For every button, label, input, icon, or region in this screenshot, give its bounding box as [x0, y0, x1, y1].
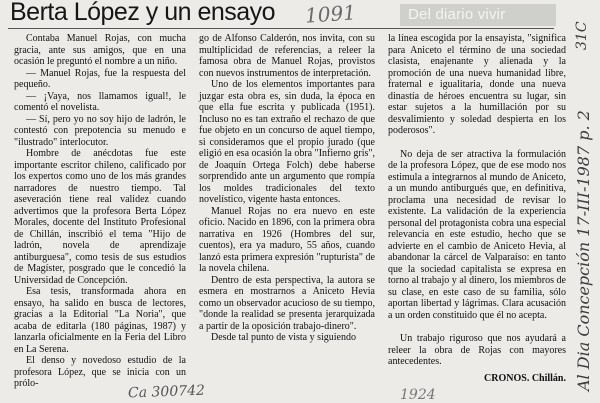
paragraph: Un trabajo riguroso que nos ayudará a releer la obra de Rojas con mayores antecedentes.: [388, 333, 566, 367]
paragraph: Hombre de anécdotas fue este importante escritor chileno, calificado por los expertos como uno de los más grandes narradores de nuestro tiempo. Tal aseveración tiene real validez cuando advertimos que la profesora Berta López Morales, docente del Instituto Profesional de Chillán, inscribió el tema "Hijo de ladrón, novela de aprendizaje antiburguesa", como tesis de sus estudios de Magíster, posgrado que le concedió la Universidad de Concepción.: [14, 148, 186, 286]
paragraph: la línea escogida por la ensayista, "significa para Aniceto el término de una sociedad clasista, enajenante y alienada y la promoción de una nueva humanidad libre, fraternal e igualitaria, donde una nueva dinastía de héroes encuentra su lugar, sin estar sujetos a la humillación por su desvalimiento y soledad despierta en los poderosos".: [388, 33, 566, 136]
handwritten-catalog-code: Ca 300742: [127, 382, 206, 402]
article-column-3: [388, 33, 566, 384]
section-banner: Del diario vivir: [400, 4, 556, 26]
article-column-1: [14, 33, 186, 390]
paragraph: Esa tesis, transformada ahora en ensayo, ha salido en busca de lectores, gracias a la Editorial "La Noria", que acaba de editarla (180 páginas, 1987) y lanzarla oficialmente en la Feria del Libro en La Serena.: [14, 286, 186, 355]
paragraph: Uno de los elementos importantes para juzgar esta obra es, sin duda, la época en que ella fue escrita y publicada (1951). Incluso no es tan extraño el rechazo de que fue objeto en un concurso de aquel tiempo, si consideramos que el propio jurado (que eligió en esa ocasión la obra "Infierno gris", de Joaquín Ortega Folch) debe haberse sorprendido ante un argumento que rompía los moldes tradicionales del texto novelístico, vigente hasta entonces.: [199, 79, 375, 205]
byline: CRONOS. Chillán.: [484, 372, 566, 384]
paragraph: No deja de ser atractiva la formulación de la profesora López, que de ese modo nos estimula a integrarnos al mundo de Aniceto, a un mundo antiburgués que, en definitiva, proclama una necesidad de revisar lo existente. La validación de la experiencia personal del protagonista cobra una especial relevancia en este estudio, hecho que se advierte en el cambio de Aniceto Hevia, al abandonar la cárcel de Valparaíso: en tanto que la sociedad capitalista se expresa en torno al trabajo y al dinero, los miembros de su clase, en este caso de su familia, sólo aportan libertad y lágrimas. Clara acusación a un orden constituido que él no acepta.: [388, 148, 566, 321]
paragraph: Manuel Rojas no era nuevo en este oficio. Nacido en 1896, con la primera obra narrativa en 1926 (Hombres del sur, cuentos), era ya maduro, 55 años, cuando lanzó esta primera expresión "rupturista" de la novela chilena.: [199, 205, 375, 274]
paragraph: El denso y novedoso estudio de la profesora López, que se inicia con un prólo-: [14, 355, 186, 389]
handwritten-code: 31C: [574, 21, 590, 50]
handwritten-year: 1924: [400, 387, 436, 403]
article-headline: Berta López y un ensayo: [10, 0, 276, 26]
paragraph: Dentro de esta perspectiva, la autora se esmera en mostrarnos a Aniceto Hevia como un observador acucioso de su tiempo, "donde la realidad se presenta jerarquizada a partir de la oposición trabajo-dinero".: [199, 274, 375, 332]
article-column-2: [199, 33, 375, 344]
handwritten-number: 1091: [304, 0, 357, 28]
paragraph: Contaba Manuel Rojas, con mucha gracia, ante sus amigos, que en una ocasión le preguntó el nombre a un niño.: [14, 33, 186, 67]
paragraph: go de Alfonso Calderón, nos invita, con su multiplicidad de referencias, a releer la famosa obra de Manuel Rojas, provistos con nuevos instrumentos de interpretación.: [199, 33, 375, 79]
handwritten-source-date: Al Dia Concepción 17-III-1987 p. 2: [574, 110, 593, 391]
paragraph: Desde tal punto de vista y siguiendo: [211, 332, 356, 343]
handwritten-margin-note: [572, 6, 596, 401]
header-rule: [8, 28, 554, 29]
paragraph: — Sí, pero yo no soy hijo de ladrón, le contestó con prepotencia su menudo e "ilustrado" interlocutor.: [14, 113, 186, 148]
paragraph: — ¡Vaya, nos llamamos igual!, le comentó el novelista.: [14, 90, 186, 113]
paragraph: — Manuel Rojas, fue la respuesta del pequeño.: [14, 67, 186, 90]
